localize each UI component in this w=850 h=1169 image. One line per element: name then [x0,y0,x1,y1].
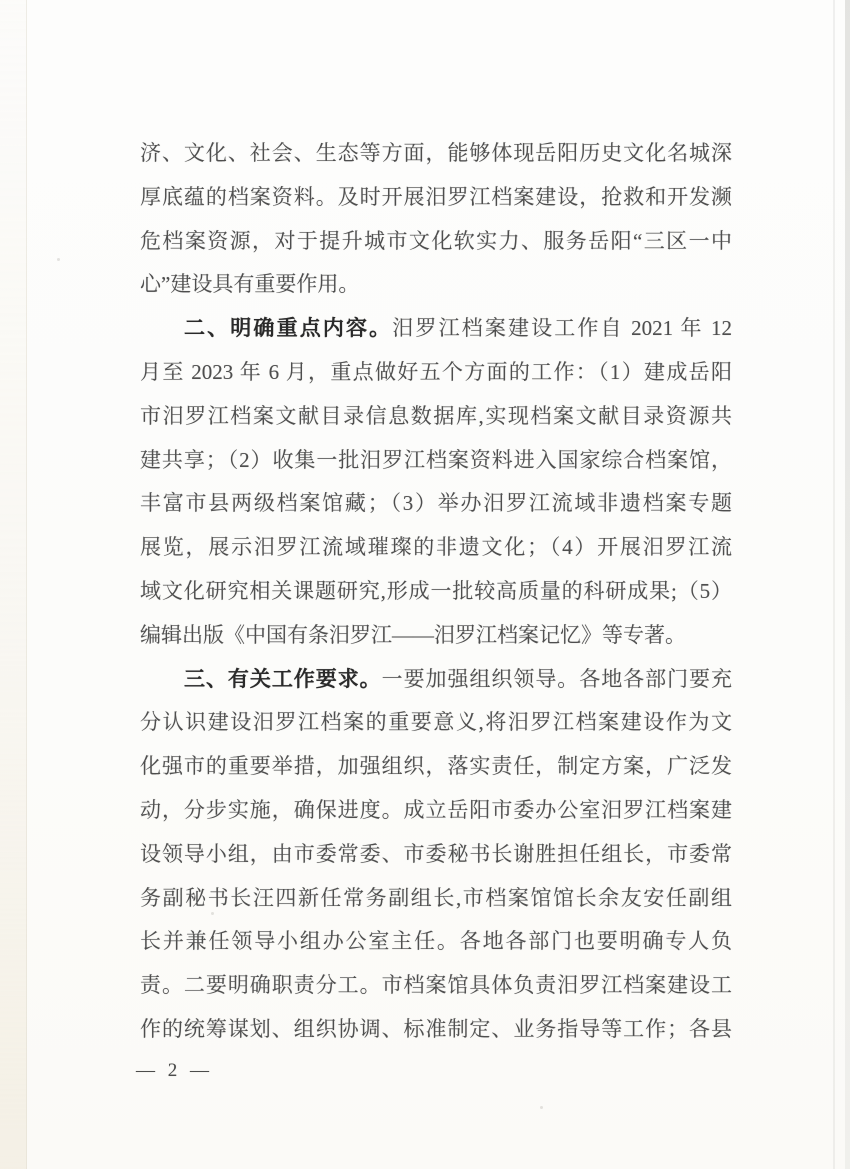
scan-speck [540,1106,543,1109]
text-run: 危档案资源，对于提升城市文化软实力、服务岳阳“三区一中 [140,228,732,253]
text-line [140,745,732,789]
text-line [140,132,732,176]
text-line [140,877,732,921]
text-run: 动，分步实施，确保进度。成立岳阳市委办公室汨罗江档案建 [140,797,732,822]
text-line [140,789,732,833]
text-line [140,570,732,614]
text-line [140,176,732,220]
text-line [140,920,732,964]
text-run: 汨罗江档案建设工作自 2021 年 12 [392,316,732,341]
scan-edge-right-line [833,0,835,1169]
document-text [140,132,732,1052]
text-line [140,263,732,307]
text-run: 厚底蕴的档案资料。及时开展汨罗江档案建设，抢救和开发濒 [140,184,732,209]
text-line [140,701,732,745]
page-number: — 2 — [136,1060,213,1081]
text-line [140,964,732,1008]
scan-edge-left [0,0,27,1169]
text-line [140,658,732,702]
heading-run: 二、明确重点内容。 [184,317,393,341]
text-run: 设领导小组，由市委常委、市委秘书长谢胜担任组长，市委常 [140,841,732,866]
text-run: 心”建设具有重要作用。 [140,272,360,297]
text-line [140,614,732,658]
text-run: 编辑出版《中国有条汨罗江——汨罗江档案记忆》等专著。 [140,622,686,647]
text-run: 丰富市县两级档案馆藏；（3）举办汨罗江流域非遗档案专题 [140,491,732,516]
text-run: 责。二要明确职责分工。市档案馆具体负责汨罗江档案建设工 [140,973,732,998]
text-run: 分认识建设汨罗江档案的重要意义,将汨罗江档案建设作为文 [140,710,732,735]
text-run: 建共享；（2）收集一批汨罗江档案资料进入国家综合档案馆， [140,447,732,472]
text-run: 一要加强组织领导。各地各部门要充 [381,666,732,691]
text-line [140,307,732,351]
text-line [140,351,732,395]
text-run: 务副秘书长汪四新任常务副组长,市档案馆馆长余友安任副组 [140,885,732,910]
heading-run: 三、有关工作要求。 [184,667,382,691]
text-run: 域文化研究相关课题研究,形成一批较高质量的科研成果;（5） [140,578,732,603]
scan-speck [57,258,60,261]
text-line [140,395,732,439]
text-run: 济、文化、社会、生态等方面，能够体现岳阳历史文化名城深 [140,141,732,165]
text-run: 市汨罗江档案文献目录信息数据库,实现档案文献目录资源共 [140,403,732,428]
text-run: 化强市的重要举措，加强组织，落实责任，制定方案，广泛发 [140,754,732,779]
text-line [140,1008,732,1052]
text-line [140,526,732,570]
text-line [140,220,732,264]
scan-edge-right-strip [845,0,850,1169]
text-line [140,439,732,483]
text-run: 长并兼任领导小组办公室主任。各地各部门也要明确专人负 [140,929,732,954]
text-run: 作的统筹谋划、组织协调、标准制定、业务指导等工作；各县 [140,1016,732,1041]
text-line [140,482,732,526]
text-line [140,833,732,877]
text-run: 展览，展示汨罗江流域璀璨的非遗文化；（4）开展汨罗江流 [140,535,732,560]
text-run: 月至 2023 年 6 月，重点做好五个方面的工作：（1）建成岳阳 [140,359,732,384]
